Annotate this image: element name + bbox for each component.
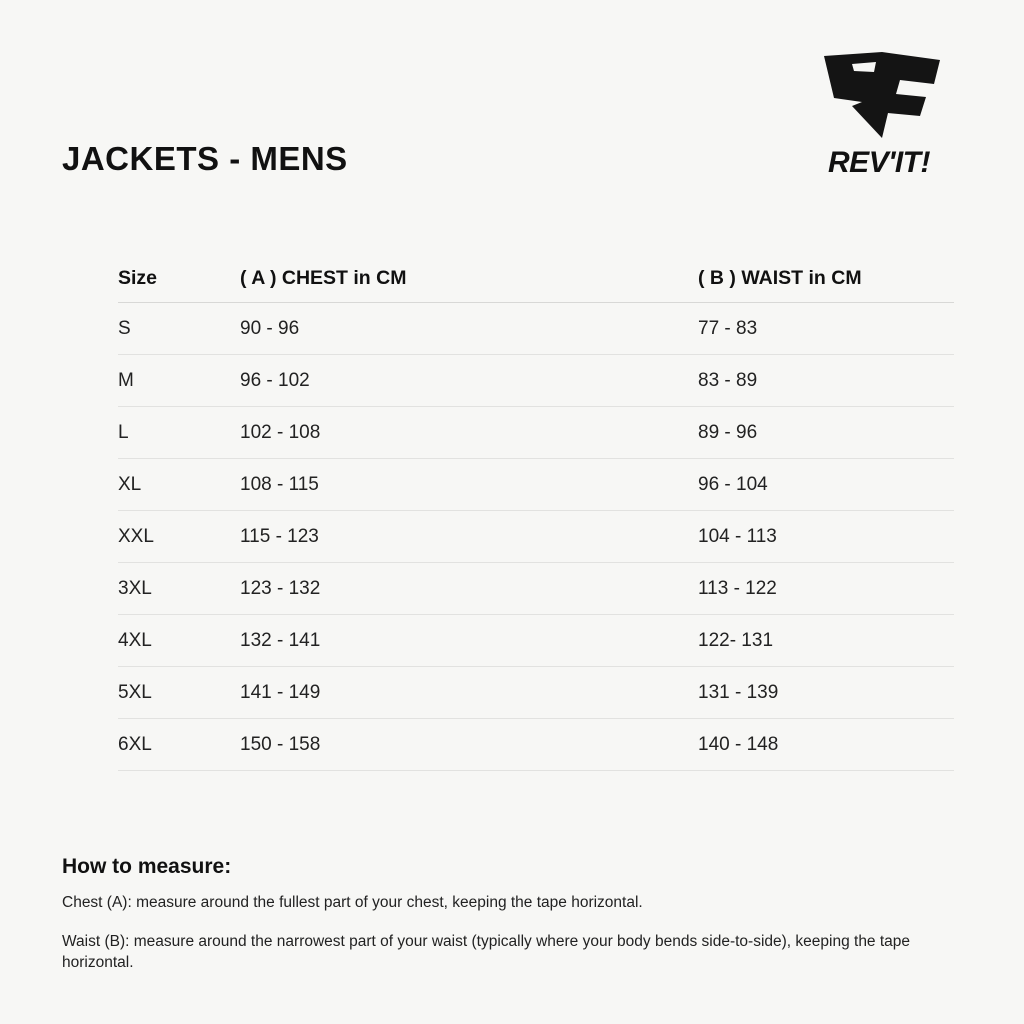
table-row [118,303,954,355]
how-to-measure-heading: How to measure: [62,855,232,878]
cell-waist: 77 - 83 [698,317,758,339]
cell-chest: 132 - 141 [240,629,321,651]
cell-size: XXL [118,525,154,547]
cell-size: 4XL [118,629,152,651]
table-row [118,355,954,407]
column-header-waist: ( B ) WAIST in CM [698,267,862,289]
cell-chest: 141 - 149 [240,681,321,703]
cell-chest: 90 - 96 [240,317,300,339]
size-table [118,255,954,771]
table-row [118,563,954,615]
brand-logo [794,50,964,190]
cell-size: M [118,369,134,391]
brand-wordmark: REV'IT! [828,146,930,179]
page-title: JACKETS - MENS [62,140,348,177]
table-row [118,511,954,563]
cell-chest: 96 - 102 [240,369,310,391]
cell-waist: 140 - 148 [698,733,779,755]
measure-chest-text: Chest (A): measure around the fullest part of your chest, keeping the tape horizontal. [62,894,643,911]
cell-size: 5XL [118,681,152,703]
table-row [118,407,954,459]
cell-waist: 131 - 139 [698,681,779,703]
table-row [118,667,954,719]
cell-size: 3XL [118,577,152,599]
column-header-chest: ( A ) CHEST in CM [240,267,407,289]
revit-chevron-logo-icon [822,50,942,140]
measure-waist-text: Waist (B): measure around the narrowest part of your waist (typically where your body bends side-to-side), keeping the tape horizontal. [62,932,911,971]
cell-size: 6XL [118,733,152,755]
table-header-row [118,255,954,303]
cell-waist: 83 - 89 [698,369,758,391]
cell-size: XL [118,473,142,495]
cell-chest: 115 - 123 [240,525,319,547]
table-row [118,719,954,771]
cell-size: L [118,421,129,443]
how-to-measure-section [62,855,962,992]
table-row [118,615,954,667]
cell-chest: 150 - 158 [240,733,321,755]
cell-size: S [118,317,131,339]
cell-waist: 113 - 122 [698,577,777,599]
cell-waist: 96 - 104 [698,473,768,495]
cell-waist: 122- 131 [698,629,774,651]
cell-chest: 102 - 108 [240,421,321,443]
cell-chest: 108 - 115 [240,473,319,495]
table-row [118,459,954,511]
cell-chest: 123 - 132 [240,577,321,599]
column-header-size: Size [118,267,158,289]
cell-waist: 89 - 96 [698,421,758,443]
cell-waist: 104 - 113 [698,525,777,547]
